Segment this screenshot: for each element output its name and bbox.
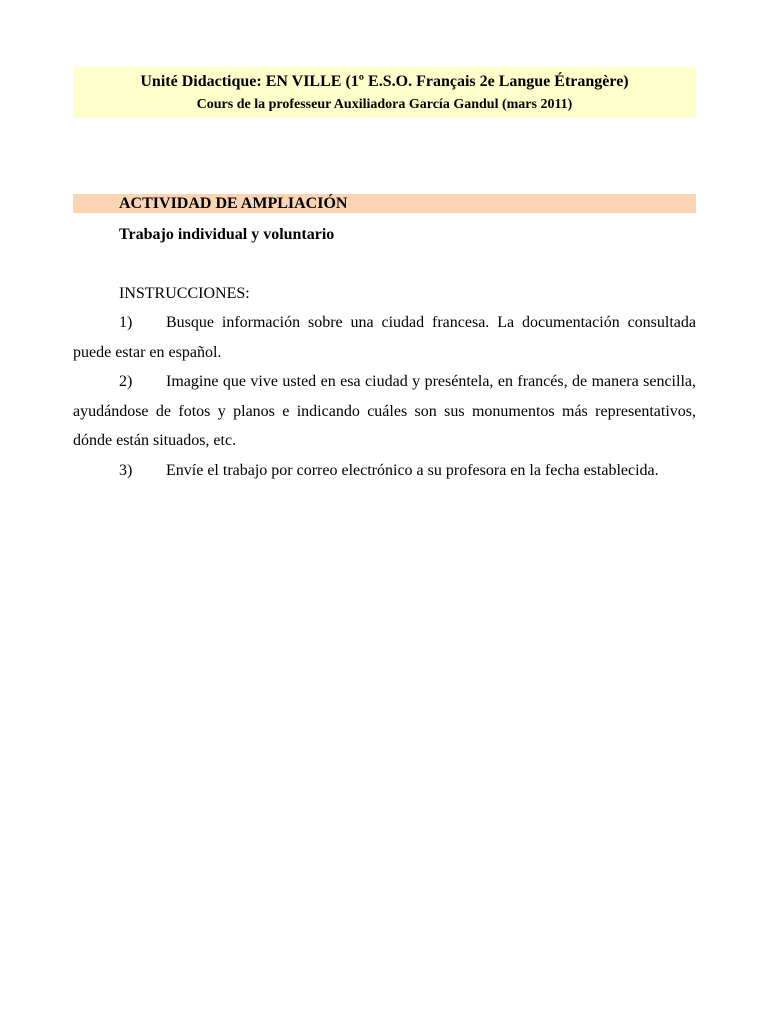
instruction-number: 3) [119, 461, 133, 479]
instruction-number: 1) [119, 314, 133, 331]
instruction-text: Envíe el trabajo por correo electrónico a su profesora en la fecha establecida. [166, 461, 659, 479]
document-header [73, 67, 696, 118]
instruction-text: Busque información sobre una ciudad francesa. La documentación consultada puede estar en español. [73, 314, 696, 361]
activity-subheading: Trabajo individual y voluntario [119, 226, 335, 243]
instruction-item-2 [73, 367, 696, 456]
instruction-item-1 [73, 308, 696, 367]
document-title: Unité Didactique: EN VILLE (1º E.S.O. Français 2e Langue Étrangère) [140, 73, 629, 90]
document-subtitle: Cours de la professeur Auxiliadora García Gandul (mars 2011) [196, 97, 573, 112]
instruction-text: Imagine que vive usted en esa ciudad y preséntela, en francés, de manera sencilla, ayudándose de fotos y planos e indicando cuáles son sus monumentos más representativos, dónde están situados, etc. [73, 373, 696, 449]
section-heading: ACTIVIDAD DE AMPLIACIÓN [73, 194, 696, 213]
instruction-item-3 [73, 456, 696, 486]
instruction-number: 2) [119, 373, 133, 390]
document-page [73, 67, 696, 485]
instructions-label: INSTRUCCIONES: [119, 285, 250, 302]
